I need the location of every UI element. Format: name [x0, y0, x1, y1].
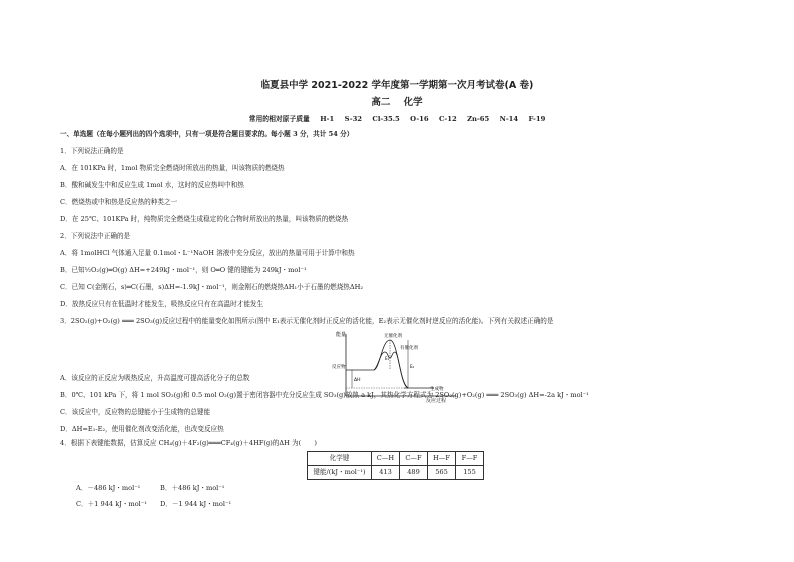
mass-item: F-19: [528, 115, 546, 123]
catalyst-label: 有催化剂: [400, 346, 418, 351]
q2-option-d: D．放热反应只有在低温时才能发生，吸热反应只有在高温时才能发生: [60, 300, 264, 308]
masses-label: 常用的相对原子质量: [248, 115, 310, 123]
mass-item: N-14: [499, 115, 519, 123]
curve-catalyst: [374, 352, 408, 388]
q3-option-a: A．该反应的正反应为吸热反应，升高温度可提高活化分子的总数: [60, 374, 250, 382]
q1-option-b: B．酸和碱发生中和反应生成 1mol 水，这时的反应热叫中和热: [60, 181, 244, 189]
mass-item: Cl-35.5: [372, 115, 400, 123]
grade: 高二: [371, 97, 391, 108]
mass-item: Zn-65: [467, 115, 490, 123]
table-row-label: 键能/(kJ・mol⁻¹): [308, 466, 372, 480]
bond-energy-table: [307, 451, 484, 480]
reactant-label: 反应物: [332, 365, 346, 370]
q1-stem: 1．下列说法正确的是: [60, 147, 124, 155]
q3-option-b: B．0℃、101 kPa 下，将 1 mol SO₂(g)和 0.5 mol O₂(g)置于密闭容器中充分反应生成 SO₃(g)放热 a kJ，其热化学方程式为 2SO₂(g)+O₂(g) ═══ 2SO₃(g) ΔH=-2a kJ・mol⁻¹: [60, 391, 589, 399]
q1-option-d: D．在 25℃、101KPa 时，纯物质完全燃烧生成稳定的化合物时所放出的热量，叫该物质的燃烧热: [60, 215, 349, 223]
no-catalyst-label: 无催化剂: [384, 334, 402, 339]
table-cell: 413: [372, 466, 400, 480]
x-axis-label: 反应过程: [426, 398, 447, 404]
table-header-cell: H—F: [428, 452, 456, 466]
product-label: 生成物: [430, 387, 444, 392]
q3-stem: 3．2SO₂(g)+O₂(g) ═══ 2SO₃(g)反应过程中的能量变化如图所示(图中 E₁表示无催化剂时正反应的活化能，E₂表示无催化剂时逆反应的活化能)。下列有关叙述正确的是: [60, 317, 554, 325]
q2-option-c: C．已知 C(金刚石，s)═C(石墨，s)ΔH=-1.9kJ・mol⁻¹，则金刚石的燃烧热ΔH₁小于石墨的燃烧热ΔH₂: [60, 283, 364, 291]
q2-option-b: B．已知½O₂(g)═O(g) ΔH=+249kJ・mol⁻¹，则 O═O 键的键能为 249kJ・mol⁻¹: [60, 266, 307, 274]
dh-label: ΔH: [354, 378, 361, 383]
exam-subtitle: [0, 98, 794, 108]
atomic-masses: [0, 116, 794, 123]
e1-label: E₁: [385, 356, 390, 361]
q4-stem: 4．根据下表键能数据，估算反应 CH₄(g)＋4F₂(g)═══CF₄(g)＋4HF(g)的ΔH 为( ): [60, 439, 317, 447]
y-axis-label: 能量: [336, 332, 347, 338]
q3-option-c: C．该反应中，反应物的总键能小于生成物的总键能: [60, 408, 211, 416]
e2-label: E₂: [410, 364, 415, 369]
table-header-cell: C—H: [372, 452, 400, 466]
q4-option-b: B．＋486 kJ・mol⁻¹: [160, 484, 225, 492]
table-header-cell: F—F: [456, 452, 484, 466]
q2-option-a: A．将 1molHCl 气体通入足量 0.1mol・L⁻¹NaOH 溶液中充分反应，放出的热量可用于计算中和热: [60, 249, 355, 257]
q2-stem: 2．下列说法中正确的是: [60, 232, 131, 240]
q4-option-d: D．－1 944 kJ・mol⁻¹: [160, 500, 232, 508]
mass-item: O-16: [410, 115, 429, 123]
q1-option-a: A．在 101KPa 时，1mol 物质完全燃烧时所放出的热量，叫该物质的燃烧热: [60, 164, 285, 172]
table-row: [308, 466, 484, 480]
q1-option-c: C．燃烧热或中和热是反应热的种类之一: [60, 198, 178, 206]
table-header-cell: C—F: [400, 452, 428, 466]
table-cell: 565: [428, 466, 456, 480]
subject: 化学: [403, 97, 423, 108]
section-heading: 一、单选题（在每小题列出的四个选项中，只有一项是符合题目要求的。每小题 3 分，共计 54 分）: [60, 130, 354, 138]
table-cell: 155: [456, 466, 484, 480]
mass-item: S-32: [344, 115, 363, 123]
q4-option-a: A．－486 kJ・mol⁻¹: [76, 484, 141, 492]
mass-item: H-1: [320, 115, 335, 123]
table-cell: 489: [400, 466, 428, 480]
mass-item: C-12: [438, 115, 457, 123]
exam-title: 临夏县中学 2021-2022 学年度第一学期第一次月考试卷(A 卷): [260, 80, 534, 91]
q3-option-d: D．ΔH=E₁-E₂，使用催化剂改变活化能，也改变反应热: [60, 425, 224, 433]
q4-option-c: C．＋1 944 kJ・mol⁻¹: [76, 500, 147, 508]
table-header-cell: 化学键: [308, 452, 372, 466]
table-row: [308, 452, 484, 466]
